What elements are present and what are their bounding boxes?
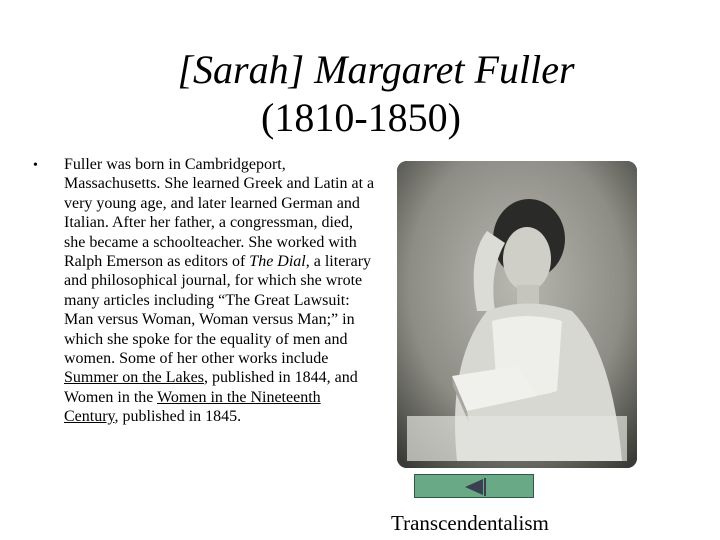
transcendentalism-link[interactable]: Transcendentalism <box>391 511 549 535</box>
slide-title <box>0 46 720 142</box>
body-text-2: , a literary and philosophical journal, for which she wrote many articles including “The Great Lawsuit: Man versus Woman, Woman versus Man;” in which she spoke for the equality of men and women. Some of her other works include <box>64 253 372 368</box>
biography-paragraph <box>64 155 376 427</box>
body-text-1: Fuller was born in Cambridgeport, Massachusetts. She learned Greek and Latin at a very young age, and later learned German and Italian. After her father, a congressman, died, she became a schoolteacher. She worked with Ralph Emerson as editors of <box>64 156 375 271</box>
work-title-summer-lakes: Summer on the Lakes <box>64 369 204 387</box>
body-text-4: , published in 1845. <box>114 408 242 426</box>
back-button[interactable] <box>414 474 534 498</box>
journal-title: The Dial <box>249 253 306 271</box>
title-dates: (1810-1850) <box>261 95 461 140</box>
back-arrow-bar <box>484 478 486 496</box>
body-text-3: , published in 1844, and Women in the <box>64 369 358 406</box>
portrait-photo <box>397 161 637 468</box>
daguerreotype-image <box>397 161 637 468</box>
bullet-marker: • <box>33 158 38 173</box>
title-name: [Sarah] Margaret Fuller <box>177 47 575 92</box>
work-title-nineteenth-century: Women in the Nineteenth Century <box>64 388 321 426</box>
back-arrow-icon <box>465 479 483 495</box>
